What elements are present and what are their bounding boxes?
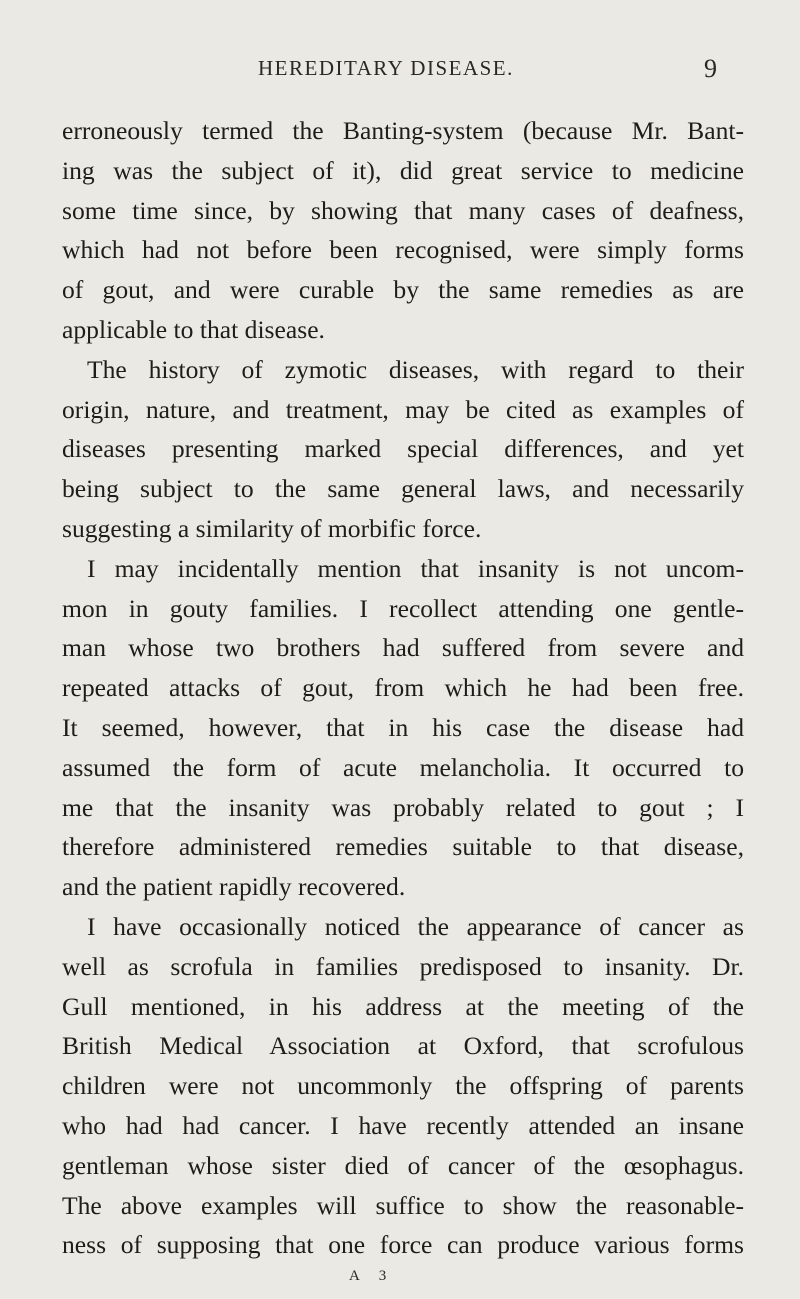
text-line: diseases presenting marked special differences, and yet: [62, 434, 744, 464]
body-text: [62, 111, 744, 1265]
text-line: me that the insanity was probably related to gout ; I: [62, 792, 744, 822]
text-line: man whose two brothers had suffered from severe and: [62, 633, 744, 663]
text-line: It seemed, however, that in his case the disease had: [62, 712, 744, 742]
text-line: ing was the subject of it), did great service to medicine: [62, 155, 744, 185]
text-line: I have occasionally noticed the appearance of cancer as: [87, 911, 744, 941]
text-line: and the patient rapidly recovered.: [62, 872, 406, 902]
text-line: who had had cancer. I have recently attended an insane: [62, 1110, 744, 1140]
text-line: origin, nature, and treatment, may be cited as examples of: [62, 394, 744, 424]
text-line: ness of supposing that one force can produce various forms: [62, 1230, 744, 1260]
signature-mark: A 3: [349, 1268, 395, 1284]
text-line: gentleman whose sister died of cancer of the œsophagus.: [62, 1150, 744, 1180]
text-line: therefore administered remedies suitable to that disease,: [62, 832, 744, 862]
text-line: some time since, by showing that many cases of deafness,: [62, 195, 744, 225]
text-line: which had not before been recognised, were simply forms: [62, 235, 744, 265]
text-line: of gout, and were curable by the same remedies as are: [62, 275, 744, 305]
text-line: children were not uncommonly the offspring of parents: [62, 1071, 744, 1101]
page-number: 9: [704, 54, 717, 83]
text-line: repeated attacks of gout, from which he had been free.: [62, 673, 744, 703]
text-line: The above examples will suffice to show the reasonable-: [62, 1190, 744, 1220]
text-line: applicable to that disease.: [62, 314, 325, 344]
text-line: British Medical Association at Oxford, that scrofulous: [62, 1031, 744, 1061]
text-line: The history of zymotic diseases, with regard to their: [87, 354, 744, 384]
text-line: I may incidentally mention that insanity is not uncom-: [87, 553, 744, 583]
text-line: mon in gouty families. I recollect attending one gentle-: [62, 593, 744, 623]
text-line: Gull mentioned, in his address at the meeting of the: [62, 991, 744, 1021]
text-line: erroneously termed the Banting-system (because Mr. Bant-: [62, 116, 744, 145]
text-line: being subject to the same general laws, and necessarily: [62, 474, 744, 504]
text-line: well as scrofula in families predisposed to insanity. Dr.: [62, 951, 744, 981]
text-line: assumed the form of acute melancholia. It occurred to: [62, 752, 744, 782]
running-head: HEREDITARY DISEASE.: [258, 56, 514, 80]
text-line: suggesting a similarity of morbific force.: [62, 513, 482, 543]
